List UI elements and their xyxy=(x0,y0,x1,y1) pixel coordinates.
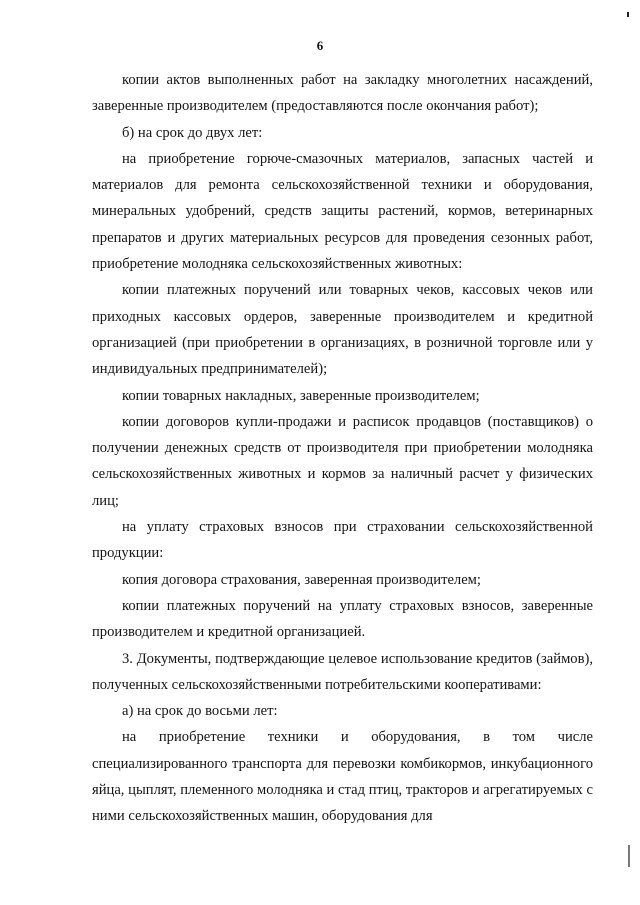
scan-mark-bottom-right xyxy=(628,845,630,867)
paragraph-equipment-purchase: на приобретение техники и оборудования, в том числе специализированного транспорта для перевозки комбикормов, инкубационного яйца, цыплят, племенного молодняка и стад птиц, тракторов и агрегатируемых с ними сельскохозяйственных машин, оборудования для xyxy=(92,729,593,825)
page-number: 6 xyxy=(316,38,324,53)
paragraph-fuel-materials: на приобретение горюче-смазочных материалов, запасных частей и материалов для ремонта сельскохозяйственной техники и оборудования, минеральных удобрений, средств защиты растений, кормов, ветеринарных препаратов и других материальных ресурсов для проведения сезонных работ, приобретение молодняка сельскохозяйственных животных: xyxy=(92,150,593,273)
document-body xyxy=(92,67,593,830)
paragraph-insurance-payments: копии платежных поручений на уплату страховых взносов, заверенные производителем и кредитной организацией. xyxy=(92,597,593,641)
paragraph-term-eight-years: а) на срок до восьми лет: xyxy=(122,703,278,720)
paragraph-insurance-contract: копия договора страхования, заверенная производителем; xyxy=(122,571,481,588)
paragraph-invoices: копии товарных накладных, заверенные производителем; xyxy=(122,387,480,404)
paragraph-section-3: 3. Документы, подтверждающие целевое использование кредитов (займов), полученных сельскохозяйственными потребительскими кооперативами: xyxy=(92,650,593,693)
paragraph-term-two-years: б) на срок до двух лет: xyxy=(122,124,263,141)
scan-mark-top-right xyxy=(627,12,629,17)
paragraph-work-acts: копии актов выполненных работ на закладку многолетних насаждений, заверенные производителем (предоставляются после окончания работ); xyxy=(92,72,593,115)
paragraph-sale-contracts: копии договоров купли-продажи и расписок продавцов (поставщиков) о получении денежных средств от производителя при приобретении молодняка сельскохозяйственных животных и кормов за наличный расчет у физических лиц; xyxy=(92,413,593,509)
paragraph-insurance-premiums: на уплату страховых взносов при страховании сельскохозяйственной продукции: xyxy=(92,519,593,562)
paragraph-payment-orders: копии платежных поручений или товарных чеков, кассовых чеков или приходных кассовых ордеров, заверенные производителем и кредитной организацией (при приобретении в организациях, в розничной торговле или у индивидуальных предпринимателей); xyxy=(92,282,593,378)
